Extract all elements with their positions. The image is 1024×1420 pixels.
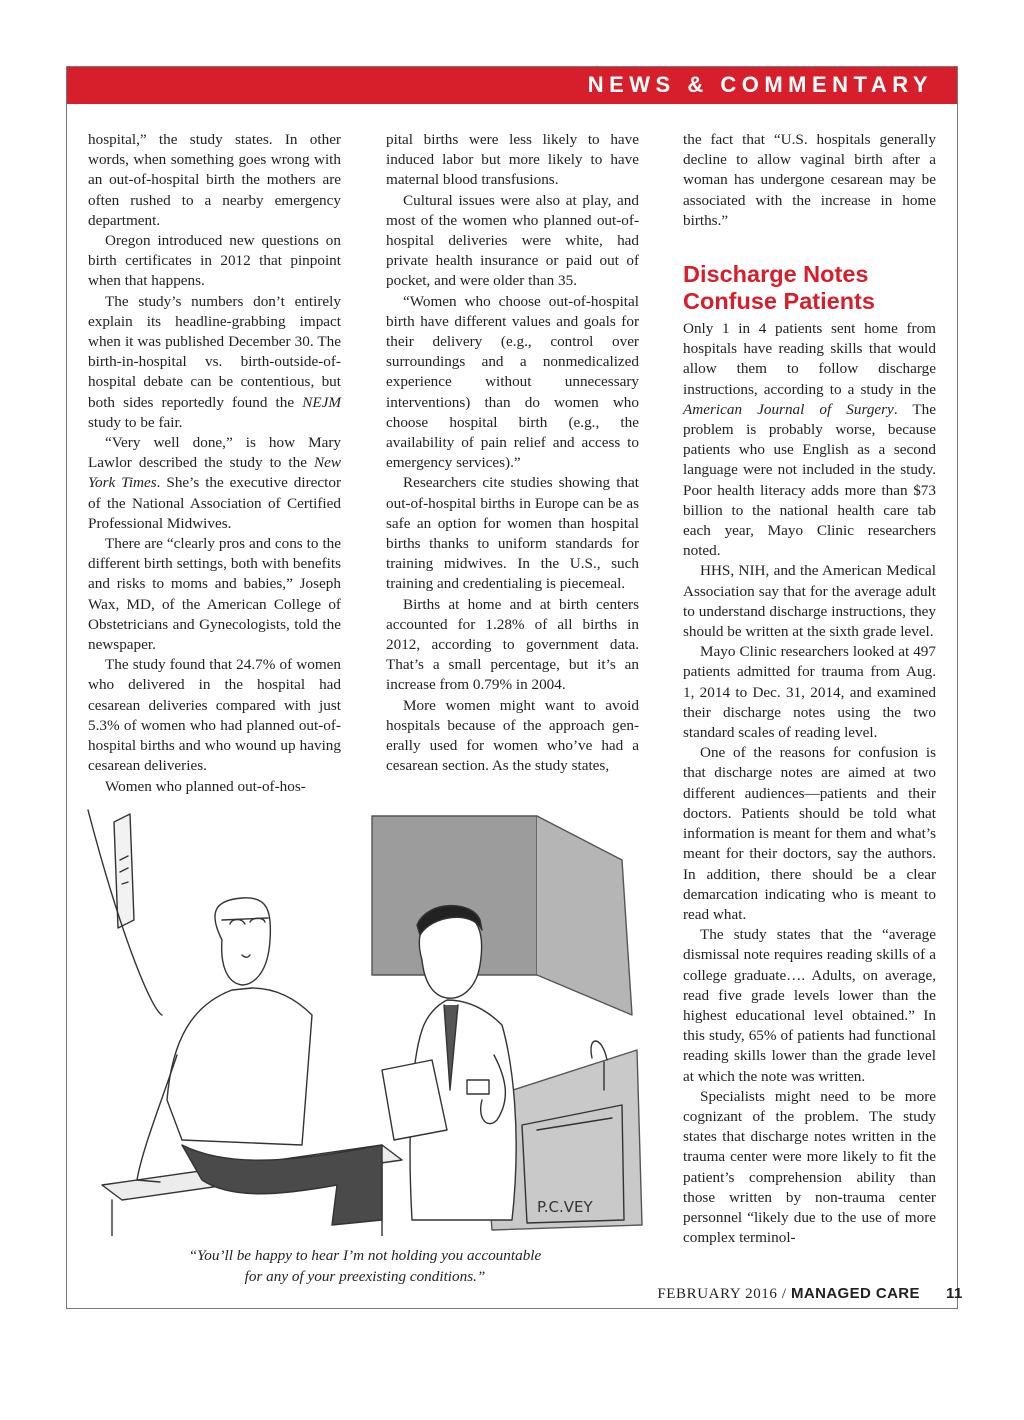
page-number: 11 xyxy=(945,1285,963,1302)
paragraph: Oregon introduced new questions on birth certificates in 2012 that pinpoint when that happens. xyxy=(88,232,341,290)
section-title: NEWS & COMMENTARY xyxy=(587,72,933,97)
page-footer xyxy=(657,1285,963,1303)
section-banner xyxy=(67,67,957,104)
issue-date: FEBRUARY 2016 / xyxy=(657,1286,791,1302)
magazine-name: MANAGED CARE xyxy=(790,1285,920,1302)
paragraph: Women who planned out-of-hos- xyxy=(105,777,306,795)
paragraph: Only 1 in 4 patients sent home from hospitals have reading skills that would allow them to follow discharge instructions, according to a study in the American Journal of Surgery. The problem is probably worse, because patients who use English as a second language were not included in the study. Poor health literacy adds more than $73 billion to the national health care tab each year, Mayo Clinic researchers noted. xyxy=(683,320,937,560)
paragraph: Specialists might need to be more cognizant of the problem. The study states that discharge notes written in the trauma center were more likely to fit the patient’s comprehension ability than those written by non-trauma center personnel “likely due to the use of more complex terminol- xyxy=(683,1087,936,1247)
article-column-2 xyxy=(386,130,639,777)
paragraph: pital births were less likely to have induced labor but more likely to have maternal blood transfusions. xyxy=(386,131,639,189)
paragraph: There are “clearly pros and cons to the different birth settings, both with benefits and risks to moms and babies,” Joseph Wax, MD, of the American College of Obstetricians and Gynecologists, told the newspaper. xyxy=(88,535,341,654)
paragraph: Cultural issues were also at play, and most of the women who planned out-of-hospital deliveries were white, had private health insurance or paid out of pocket, and were older than 35. xyxy=(386,191,639,290)
journal-name: NEJM xyxy=(302,393,342,411)
cartoon-signature: P.C.VEY xyxy=(537,1198,593,1216)
paragraph: “Women who choose out-of-hospital birth have different values and goals for their delivery (e.g., control over surroundings and a nonmedicalized experience without unnecessary interventions) than do women who choose hospital birth (e.g., the availability of pain relief and access to emergency services).” xyxy=(386,292,639,472)
paragraph: Researchers cite studies showing that out-of-hospital births in Europe can be as safe an option for women than hospital births thanks to uniform standards for training midwives. In the U.S., such training and credentialing is piecemeal. xyxy=(386,474,639,593)
paragraph: The study found that 24.7% of women who delivered in the hospital had cesarean deliveries compared with just 5.3% of women who had planned out-of-hospital births and who wound up having cesarean deliveries. xyxy=(88,656,341,775)
article-column-1 xyxy=(88,130,341,797)
publication-name: New York Times xyxy=(88,454,341,492)
journal-name: American Journal of Surgery xyxy=(683,400,894,418)
paragraph: the fact that “U.S. hospitals generally decline to allow vaginal birth after a woman has undergone cesarean may be associated with the increase in home births.” xyxy=(683,131,936,229)
paragraph: The study’s numbers don’t entirely explain its headline-grabbing impact when it was published December 30. The birth-in-hospital vs. birth-outside-of-hospital debate can be contentious, but both sides reportedly found the NEJM study to be fair. xyxy=(88,292,342,431)
paragraph: Births at home and at birth centers accounted for 1.28% of all births in 2012, according to government data. That’s a small percentage, but it’s an increase from 0.79% in 2004. xyxy=(386,595,639,694)
article-heading: Discharge Notes Confuse Patients xyxy=(683,261,875,315)
paragraph: Mayo Clinic researchers looked at 497 patients admitted for trauma from Aug. 1, 2014 to Dec. 31, 2014, and examined their discharge notes using the two standard scales of reading level. xyxy=(683,643,936,742)
article-column-3 xyxy=(683,130,936,1248)
cartoon-caption: “You’ll be happy to hear I’m not holding you accountable for any of your preexisting conditions.” xyxy=(188,1247,542,1285)
cartoon-illustration xyxy=(82,800,648,1236)
paragraph: One of the reasons for confusion is that discharge notes are aimed at two different audiences—patients and their doctors. Patients should be told what information is meant for them and what’s meant for their doctors, say the authors. In addition, there should be a clear demarcation indicating who is meant to read what. xyxy=(683,744,936,923)
paragraph: More women might want to avoid hospitals because of the approach generally used for women who’ve had a cesarean section. As the study states, xyxy=(386,696,639,775)
paragraph: HHS, NIH, and the American Medical Association say that for the average adult to understand discharge instructions, they should be written at the sixth grade level. xyxy=(683,562,936,641)
paragraph: “Very well done,” is how Mary Lawlor described the study to the New York Times. She’s the executive director of the National Association of Certified Professional Midwives. xyxy=(88,434,342,532)
paragraph: The study states that the “average dismissal note requires reading skills of a college graduate…. Adults, on average, read five grade levels lower than the highest educational level obtained.” In this study, 65% of patients had functional reading skills lower than the grade level at which the note was written. xyxy=(683,926,936,1085)
paragraph: hospital,” the study states. In other words, when something goes wrong with an out-of-hospital birth the mothers are often rushed to a nearby emergency department. xyxy=(88,131,341,229)
